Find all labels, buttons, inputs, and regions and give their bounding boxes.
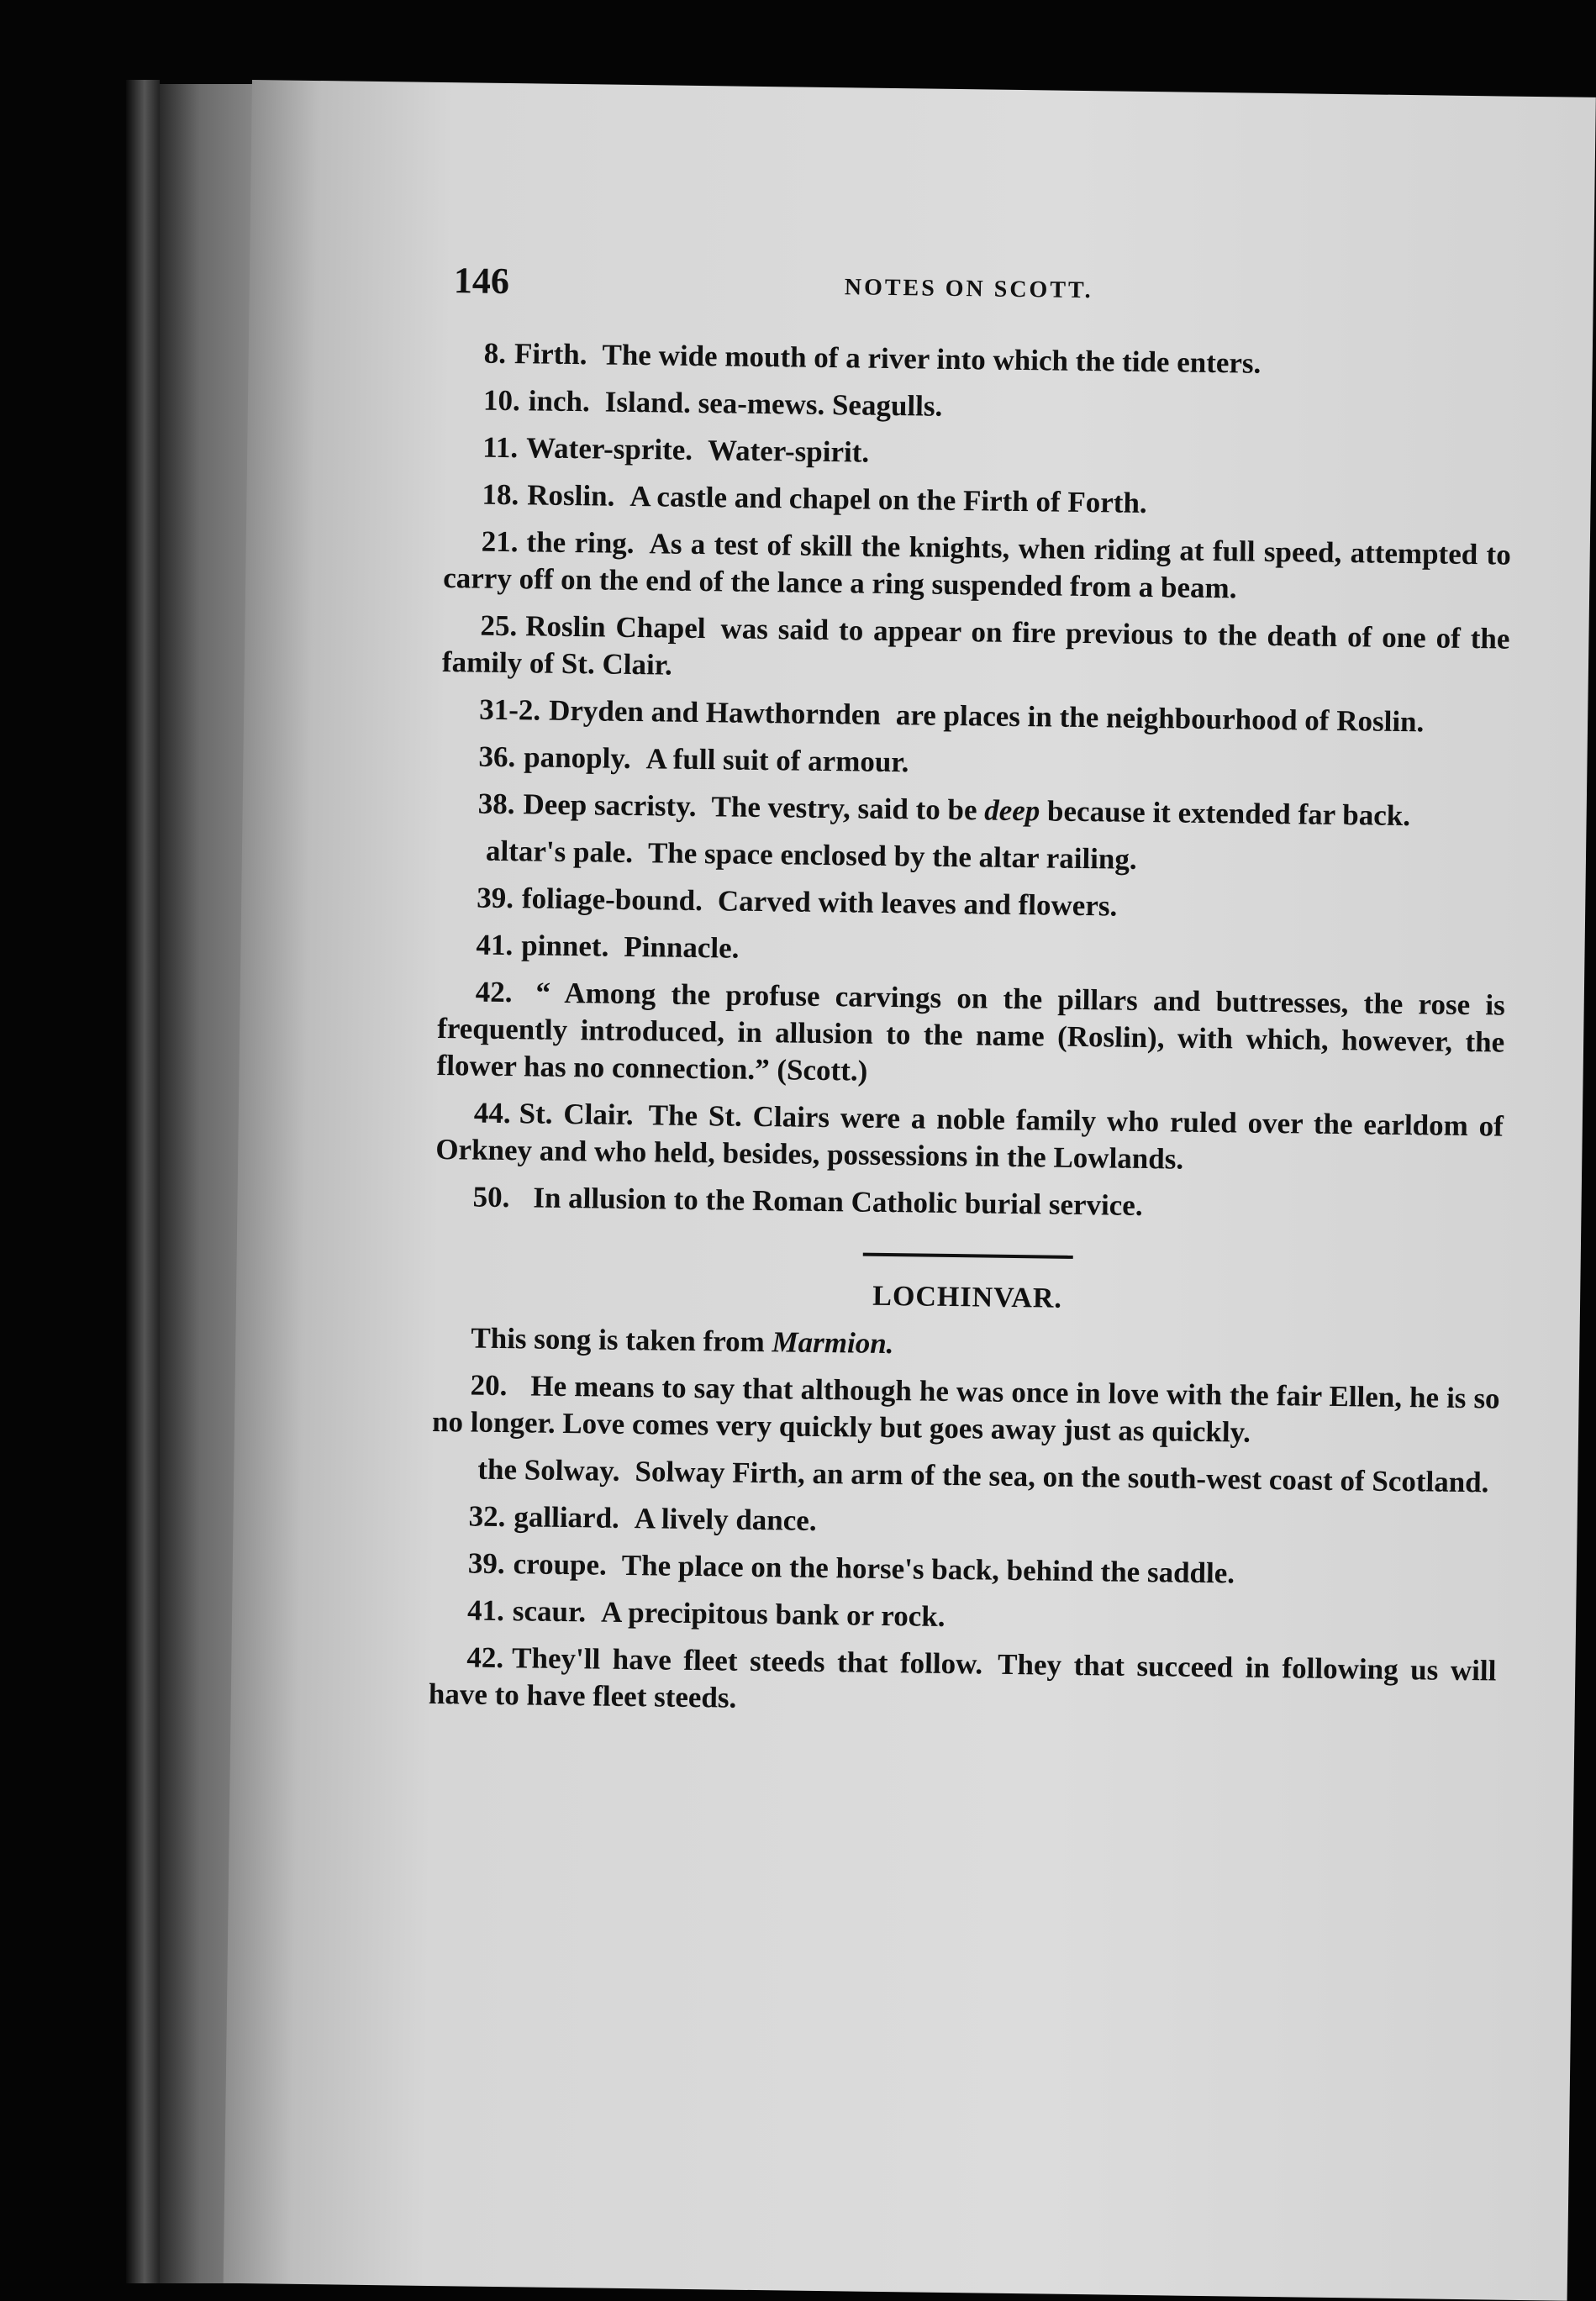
note-line-number: 39. bbox=[477, 881, 514, 915]
note-item bbox=[430, 1545, 1498, 1596]
note-item bbox=[432, 1366, 1500, 1455]
note-explanation: was said to appear on fire previous to the death of one of the family of St. Clair. bbox=[441, 612, 1510, 682]
note-explanation: He means to say that although he was once in love with the fair Ellen, he is so no longer. Love comes very quickly but goes away just as quickly. bbox=[431, 1369, 1500, 1449]
note-line-number: 8. bbox=[483, 336, 507, 370]
note-term: Water-sprite. bbox=[525, 431, 693, 466]
note-item bbox=[438, 926, 1505, 977]
note-line-number: 42. bbox=[475, 975, 513, 1009]
note-item bbox=[440, 785, 1507, 836]
intro-title: Marmion. bbox=[772, 1325, 894, 1361]
note-explanation: The wide mouth of a river into which the tide enters. bbox=[602, 338, 1262, 380]
notes-list-marmion bbox=[435, 334, 1514, 1229]
note-item bbox=[445, 429, 1512, 480]
section-title: LOCHINVAR. bbox=[872, 1280, 1063, 1314]
note-line-number: 41. bbox=[466, 1593, 505, 1628]
note-item bbox=[436, 973, 1505, 1098]
note-explanation: In allusion to the Roman Catholic burial service. bbox=[533, 1181, 1143, 1222]
section-divider bbox=[863, 1253, 1073, 1259]
note-item bbox=[441, 691, 1509, 742]
note-term: pinnet. bbox=[521, 929, 609, 963]
note-explanation: As a test of skill the knights, when riding at full speed, attempted to carry off on the end of the lance a ring suspended from a beam. bbox=[443, 527, 1511, 605]
note-term: Firth. bbox=[514, 337, 587, 371]
note-line-number: 41. bbox=[476, 928, 514, 962]
note-explanation: Island. sea-mews. Seagulls. bbox=[604, 385, 943, 423]
note-term: inch. bbox=[528, 384, 590, 419]
note-explanation: are places in the neighbourhood of Roslin. bbox=[895, 698, 1425, 739]
note-term bbox=[518, 1181, 519, 1214]
note-line-number: 39. bbox=[467, 1546, 505, 1581]
page-number: 146 bbox=[453, 260, 510, 303]
note-term: croupe. bbox=[513, 1547, 608, 1582]
note-term bbox=[515, 1369, 516, 1402]
note-term: Roslin. bbox=[527, 478, 615, 513]
note-item bbox=[435, 1178, 1502, 1229]
note-term: panoply. bbox=[523, 740, 631, 775]
note-explanation: The St. Clairs were a noble family who ruled over the earldom of Orkney and who held, besides, possessions in the Lowlands. bbox=[435, 1098, 1504, 1176]
note-line-number: 50. bbox=[472, 1180, 510, 1214]
note-explanation: Carved with leaves and flowers. bbox=[717, 884, 1118, 923]
note-explanation: The vestry, said to be bbox=[711, 790, 985, 827]
note-term: Roslin Chapel bbox=[525, 609, 706, 645]
note-term: They'll have fleet steeds that follow. bbox=[511, 1641, 983, 1681]
note-item bbox=[430, 1498, 1498, 1549]
note-line-number: 32. bbox=[468, 1499, 506, 1534]
note-term: galliard. bbox=[514, 1500, 620, 1535]
note-explanation: Solway Firth, an arm of the sea, on the south-west coast of Scotland. bbox=[635, 1455, 1489, 1499]
note-item bbox=[444, 476, 1511, 527]
note-item bbox=[440, 832, 1507, 883]
book-spine-edge bbox=[126, 80, 160, 2283]
note-term: the ring. bbox=[526, 525, 635, 560]
note-term: altar's pale. bbox=[485, 834, 634, 870]
note-item bbox=[443, 523, 1511, 611]
page-header bbox=[453, 259, 1437, 322]
note-emphasis: deep bbox=[984, 793, 1040, 828]
note-line-number: 18. bbox=[482, 477, 519, 512]
note-explanation: Pinnacle. bbox=[624, 929, 740, 965]
note-explanation: A full suit of armour. bbox=[645, 742, 909, 779]
intro-text: This song is taken from bbox=[471, 1321, 772, 1359]
note-line-number: 25. bbox=[480, 608, 518, 643]
note-line-number: 11. bbox=[482, 430, 519, 465]
note-term bbox=[520, 976, 521, 1008]
note-term: foliage-bound. bbox=[521, 882, 703, 918]
note-item bbox=[439, 879, 1506, 930]
running-title: NOTES ON SCOTT. bbox=[844, 274, 1093, 304]
note-explanation: A precipitous bank or rock. bbox=[600, 1595, 945, 1633]
note-line-number bbox=[431, 1478, 469, 1479]
note-item bbox=[445, 382, 1513, 433]
note-explanation: The place on the horse's back, behind the saddle. bbox=[621, 1548, 1235, 1590]
note-term: scaur. bbox=[512, 1594, 587, 1629]
notes-list-lochinvar bbox=[429, 1366, 1500, 1727]
note-line-number: 38. bbox=[477, 787, 515, 821]
notes-body bbox=[428, 334, 1514, 1736]
note-explanation: They that succeed in following us will have to have fleet steeds. bbox=[428, 1647, 1497, 1714]
note-explanation: Water-spirit. bbox=[707, 434, 870, 469]
book-page bbox=[224, 80, 1596, 2301]
note-term: St. Clair. bbox=[519, 1097, 634, 1132]
note-term: Dryden and Hawthornden bbox=[548, 693, 882, 731]
note-line-number: 44. bbox=[473, 1096, 511, 1130]
note-item bbox=[445, 334, 1513, 386]
note-explanation: “ Among the profuse carvings on the pillars and buttresses, the rose is frequently introduced, in allusion to the name (Roslin), with which, however, the flower has no connection.” (Scott.) bbox=[436, 976, 1505, 1087]
note-item bbox=[429, 1592, 1497, 1643]
note-explanation: A lively dance. bbox=[634, 1502, 817, 1537]
note-line-number: 42. bbox=[466, 1640, 504, 1675]
note-item bbox=[440, 738, 1508, 789]
note-line-number: 36. bbox=[478, 740, 516, 774]
note-item bbox=[442, 607, 1510, 695]
section-intro bbox=[433, 1319, 1500, 1371]
note-explanation-cont: because it extended far back. bbox=[1040, 794, 1411, 833]
note-line-number: 20. bbox=[470, 1368, 508, 1403]
note-item bbox=[435, 1094, 1504, 1182]
note-explanation: The space enclosed by the altar railing. bbox=[647, 836, 1137, 876]
note-line-number: 21. bbox=[481, 524, 519, 559]
note-term: Deep sacristy. bbox=[523, 787, 697, 823]
note-explanation: A castle and chapel on the Firth of Forth. bbox=[629, 479, 1147, 519]
note-line-number: 31-2. bbox=[478, 692, 541, 727]
note-line-number bbox=[440, 860, 477, 861]
note-item bbox=[431, 1451, 1499, 1502]
note-term: the Solway. bbox=[477, 1452, 620, 1487]
note-line-number: 10. bbox=[482, 383, 521, 418]
note-item bbox=[429, 1639, 1497, 1727]
